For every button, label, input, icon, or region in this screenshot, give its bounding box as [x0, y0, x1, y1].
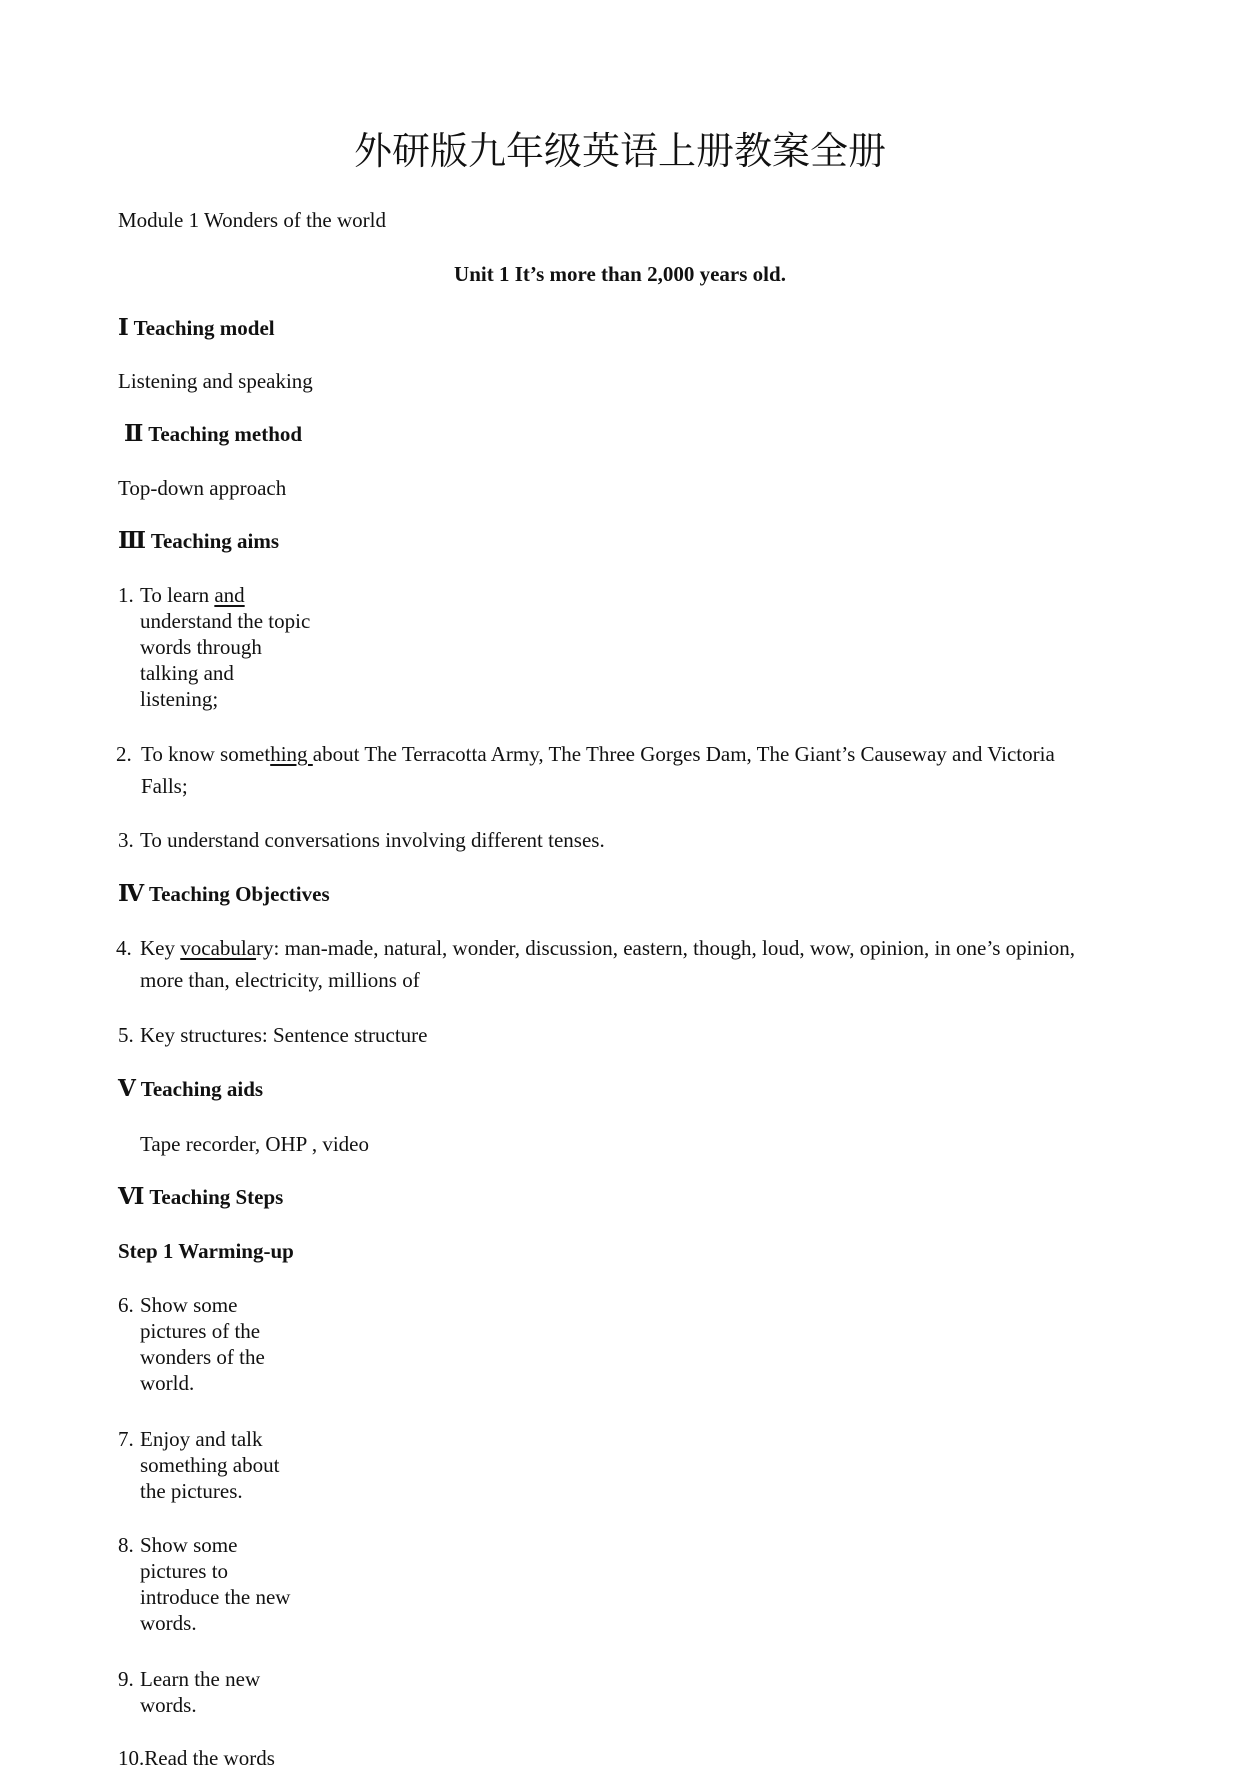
list-item-objective-4: 4. Key vocabulary: man-made, natural, wonder, discussion, eastern, though, loud, wow, opinion, in one’s opinion,: [116, 936, 1076, 960]
teaching-aids-body: Tape recorder, OHP , video: [140, 1132, 369, 1156]
roman-numeral: Ⅲ: [118, 528, 147, 553]
list-text: Show some pictures of the wonders of the world.: [140, 1293, 265, 1395]
section-heading-teaching-method: [124, 420, 302, 448]
list-number: 10.: [118, 1746, 145, 1770]
teaching-model-body: Listening and speaking: [118, 369, 313, 393]
list-text: Show some pictures to introduce the new words.: [140, 1533, 291, 1635]
list-number: 6.: [118, 1293, 134, 1317]
roman-numeral: Ⅵ: [118, 1184, 145, 1209]
list-item-step-7: [118, 1426, 378, 1510]
underlined-text: vocabula: [180, 936, 257, 960]
list-item-step-6: [118, 1292, 378, 1402]
underlined-text: hing: [270, 742, 313, 766]
list-number: 8.: [118, 1533, 134, 1557]
list-item-aim-2: 2. To know something about The Terracotta Army, The Three Gorges Dam, The Giant’s Causeway and Victoria: [116, 742, 1055, 766]
roman-numeral: Ⅴ: [118, 1076, 136, 1101]
section-heading-teaching-aims: [118, 527, 279, 555]
document-title: 外研版九年级英语上册教案全册: [353, 129, 886, 173]
teaching-method-body: Top-down approach: [118, 476, 287, 500]
list-number: 4.: [116, 936, 132, 960]
section-heading-text: Teaching method: [148, 422, 303, 446]
list-item-aim-2-continued: Falls;: [141, 774, 188, 798]
list-item-objective-4-continued: more than, electricity, millions of: [140, 968, 420, 992]
list-item-step-8: [118, 1532, 378, 1642]
section-heading-teaching-aids: [118, 1075, 263, 1103]
list-item-aim-1: [118, 582, 418, 712]
list-number: 5.: [118, 1023, 134, 1047]
roman-numeral: Ⅳ: [118, 881, 145, 906]
section-heading-teaching-model: [118, 314, 275, 342]
section-heading-teaching-steps: [118, 1183, 283, 1211]
roman-numeral: Ⅰ: [118, 315, 129, 340]
list-number: 7.: [118, 1427, 134, 1451]
list-item-aim-3: 3. To understand conversations involving different tenses.: [118, 828, 605, 852]
section-heading-teaching-objectives: [118, 880, 330, 908]
module-line: Module 1 Wonders of the world: [118, 208, 386, 232]
underlined-text: and: [214, 583, 245, 607]
section-heading-text: Teaching aims: [150, 529, 280, 553]
list-item-step-9: [118, 1666, 378, 1722]
list-item-step-10: 10.Read the words: [118, 1746, 275, 1770]
unit-heading: Unit 1 It’s more than 2,000 years old.: [454, 262, 786, 286]
list-text: Learn the new words.: [140, 1667, 261, 1717]
section-heading-text: Teaching aids: [140, 1077, 264, 1101]
list-text: To learn and understand the topic words through talking and listening;: [140, 583, 311, 711]
list-number: 1.: [118, 583, 134, 607]
step-1-heading: Step 1 Warming-up: [118, 1239, 294, 1263]
section-heading-text: Teaching model: [133, 316, 275, 340]
section-heading-text: Teaching Objectives: [148, 882, 330, 906]
list-text: Enjoy and talk something about the pictures.: [140, 1427, 280, 1503]
list-number: 9.: [118, 1667, 134, 1691]
list-item-objective-5: 5. Key structures: Sentence structure: [118, 1023, 428, 1047]
roman-numeral: Ⅱ: [124, 421, 144, 446]
section-heading-text: Teaching Steps: [149, 1185, 284, 1209]
list-number: 3.: [118, 828, 134, 852]
list-number: 2.: [116, 742, 132, 766]
